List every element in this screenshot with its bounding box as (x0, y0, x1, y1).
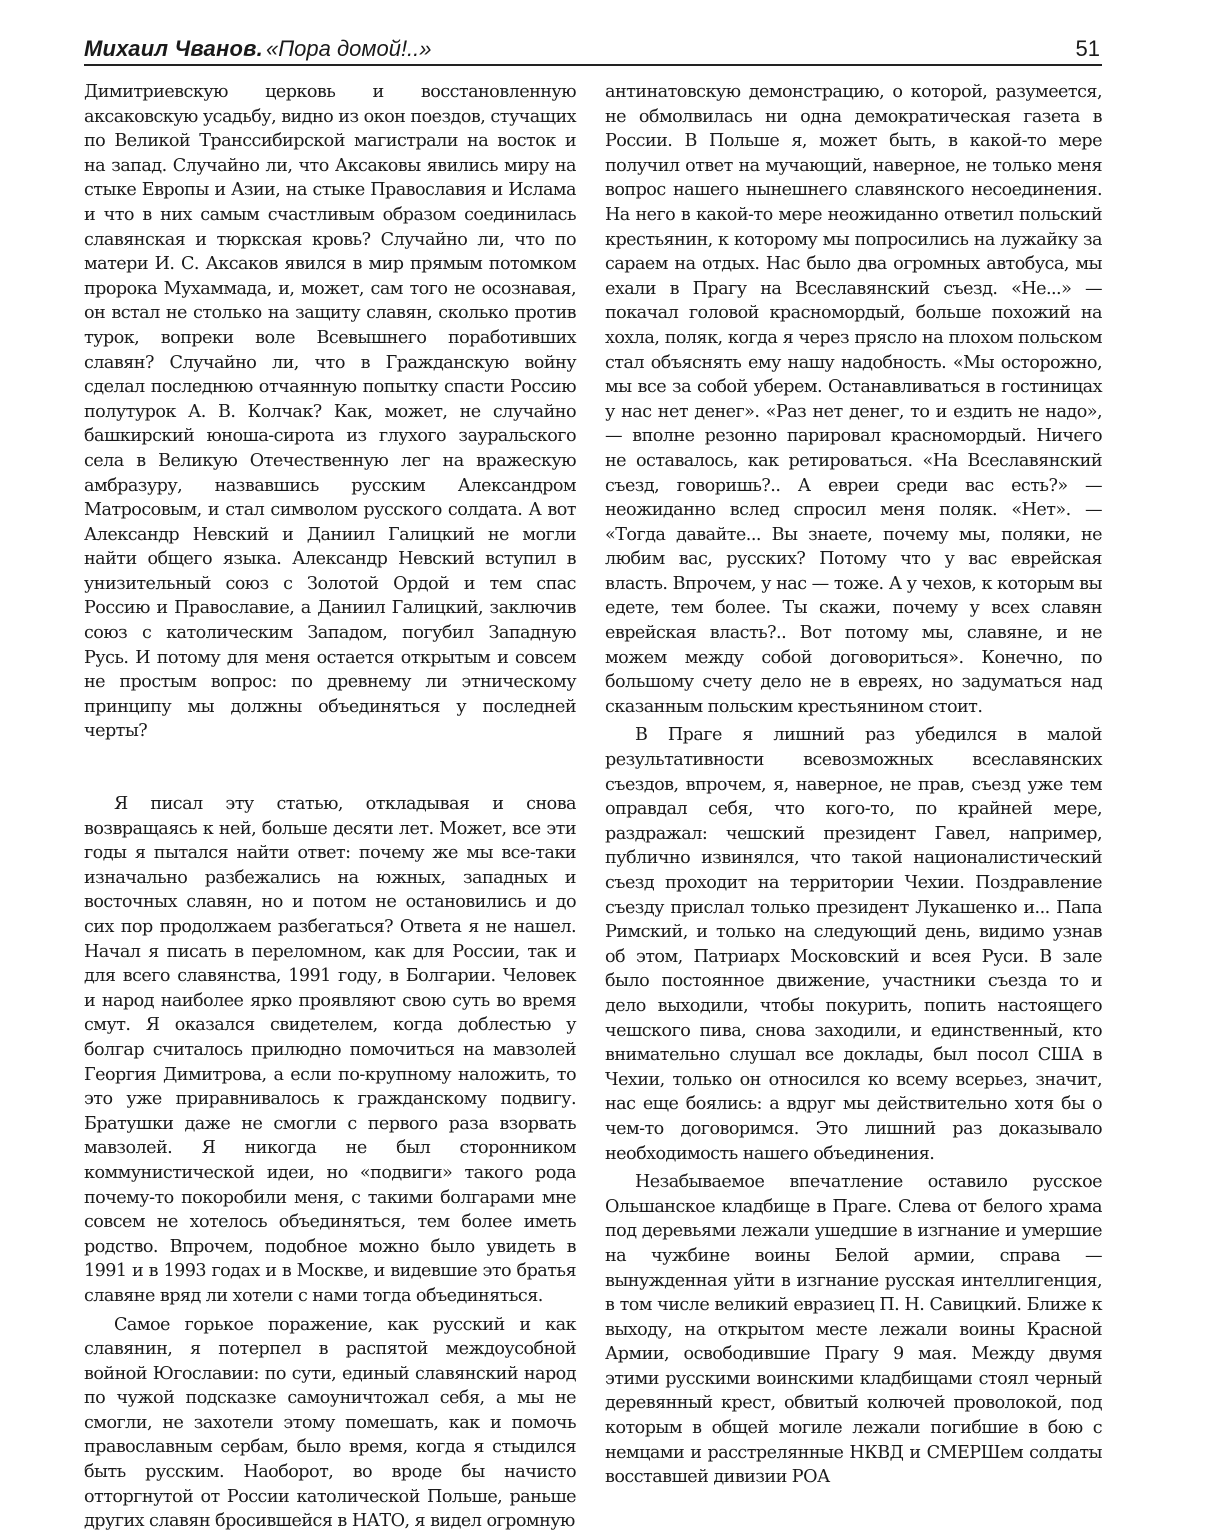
left-column (84, 80, 576, 1534)
header-author: Михаил Чванов. (84, 36, 263, 61)
running-header (84, 34, 1102, 66)
right-column (605, 80, 1102, 1490)
header-title: «Пора домой!..» (266, 36, 432, 61)
left-paragraph-1: Димитриевскую церковь и восстановленную аксаковскую усадьбу, видно из окон поездов, стучащих по Великой Транссибирской магистрали на восток и на запад. Случайно ли, что Аксаковы явились миру на стыке Европы и Азии, на стыке Православия и Ислама и что в них самым счастливым образом соединилась славянская и тюркская кровь? Случайно ли, что по матери И. С. Аксаков явился в мир прямым потомком пророка Мухаммада, и, может, сам того не осознавая, он встал не столько на защиту славян, сколько против турок, вопреки воле Всевышнего поработивших славян? Случайно ли, что в Гражданскую войну сделал последнюю отчаянную попытку спасти Россию полутурок А. В. Колчак? Как, может, не случайно башкирский юноша-сирота из глухого зауральского села в Великую Отечественную лег на вражескую амбразуру, назвавшись русским Александром Матросовым, и стал символом русского солдата. А вот Александр Невский и Даниил Галицкий не могли найти общего языка. Александр Невский вступил в унизительный союз с Золотой Ордой и тем спас Россию и Православие, а Даниил Галицкий, заключив союз с католическим Западом, погубил Западную Русь. И потому для меня остается открытым и совсем не простым вопрос: по древнему ли этническому принципу мы должны объединяться у последней черты? (84, 82, 576, 742)
left-paragraph-2: Я писал эту статью, откладывая и снова возвращаясь к ней, больше десяти лет. Может, все эти годы я пытался найти ответ: почему же мы все-таки изначально разбежались на южных, западных и восточных славян, но и потом не остановились и до сих пор продолжаем разбегаться? Ответа я не нашел. Начал я писать в переломном, как для России, так и для всего славянства, 1991 году, в Болгарии. Человек и народ наиболее ярко проявляют свою суть во время смут. Я оказался свидетелем, когда доблестью у болгар считалось прилюдно помочиться на мавзолей Георгия Димитрова, а если по-крупному наложить, то это уже приравнивалось к гражданскому подвигу. Братушки даже не смогли с первого раза взорвать мавзолей. Я никогда не был сторонником коммунистической идеи, но «подвиги» такого рода почему-то покоробили меня, с такими болгарами мне совсем не хотелось объединяться, тем более иметь родство. Впрочем, подобное можно было увидеть в 1991 и в 1993 годах и в Москве, и видевшие это братья славяне вряд ли хотели с нами тогда объединяться. (84, 794, 576, 1306)
right-paragraph-2: В Праге я лишний раз убедился в малой результативности всевозможных всеславянских съездов, впрочем, я, наверное, не прав, съезд уже тем оправдал себя, что кого-то, по крайней мере, раздражал: чешский президент Гавел, например, публично извинялся, что такой националистический съезд проходит на территории Чехии. Поздравление съезду прислал только президент Лукашенко и... Папа Римский, и только на следующий день, видимо узнав об этом, Патриарх Московский и всея Руси. В зале было постоянное движение, участники съезда то и дело выходили, чтобы покурить, попить настоящего чешского пива, снова заходили, и единственный, кто внимательно слушал все доклады, был посол США в Чехии, только он относился ко всему всерьез, значит, нас еще боялись: а вдруг мы действительно хотя бы о чем-то договоримся. Это лишний раз доказывало необходимость нашего объединения. (605, 725, 1102, 1164)
left-paragraph-3: Самое горькое поражение, как русский и как славянин, я потерпел в распятой междоусобной войной Югославии: по сути, единый славянский народ по чужой подсказке самоуничтожал себя, а мы не смогли, не захотели этому помешать, как и помочь православным сербам, было время, когда я стыдился быть русским. Наоборот, во вроде бы начисто отторгнутой от России католической Польше, раньше других славян бросившейся в НАТО, я видел огромную (84, 1314, 576, 1532)
page-number: 51 (1075, 36, 1100, 61)
right-paragraph-1: антинатовскую демонстрацию, о которой, разумеется, не обмолвилась ни одна демократическая газета в России. В Польше я, может быть, в какой-то мере получил ответ на мучающий, наверное, не только меня вопрос нашего нынешнего славянского несоединения. На него в какой-то мере неожиданно ответил польский крестьянин, к которому мы попросились на лужайку за сараем на отдых. Нас было два огромных автобуса, мы ехали в Прагу на Всеславянский съезд. «Не...» — покачал головой красномордый, больше похожий на хохла, поляк, когда я через прясло на плохом польском стал объяснять ему нашу надобность. «Мы осторожно, мы все за собой уберем. Останавливаться в гостиницах у нас нет денег». «Раз нет денег, то и ездить не надо», — вполне резонно парировал красномордый. Ничего не оставалось, как ретироваться. «На Всеславянский съезд, говоришь?.. А евреи среди вас есть?» — неожиданно вслед спросил меня поляк. «Нет». — «Тогда давайте... Вы знаете, почему мы, поляки, не любим вас, русских? Потому что у вас еврейская власть. Впрочем, у нас — тоже. А у чехов, к которым вы едете, тем более. Ты скажи, почему у всех славян еврейская власть?.. Вот потому мы, славяне, и не можем между собой договориться». Конечно, по большому счету дело не в евреях, но задуматься над сказанным польским крестьянином стоит. (605, 82, 1102, 717)
right-paragraph-3: Незабываемое впечатление оставило русское Ольшанское кладбище в Праге. Слева от белого храма под деревьями лежали ушедшие в изгнание и умершие на чужбине воины Белой армии, справа — вынужденная уйти в изгнание русская интеллигенция, в том числе великий евразиец П. Н. Савицкий. Ближе к выходу, на открытом месте лежали воины Красной Армии, освободившие Прагу 9 мая. Между двумя этими русскими воинскими кладбищами стоял черный деревянный крест, обвитый колючей проволокой, под которым в общей могиле лежали погибшие в бою с немцами и расстрелянные НКВД и СМЕРШем солдаты восставшей дивизии РОА (605, 1172, 1102, 1488)
